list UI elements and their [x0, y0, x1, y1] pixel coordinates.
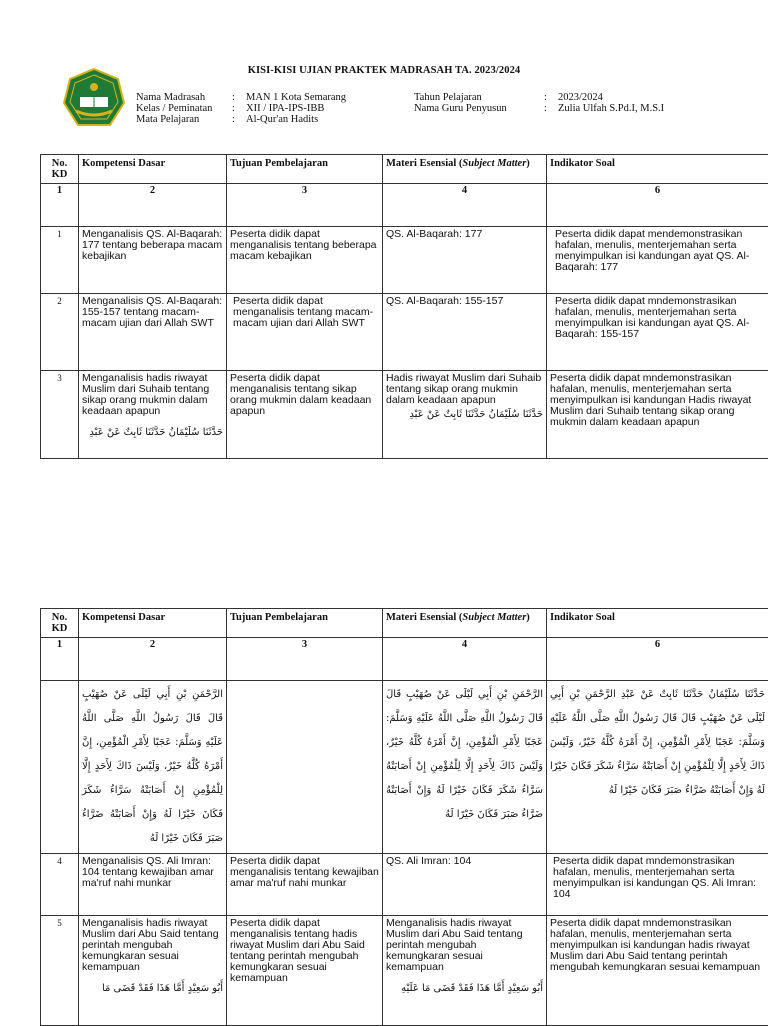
kd-cell: Menganalisis QS. Al-Baqarah: 177 tentang beberapa macam kebajikan — [79, 227, 227, 294]
row-no: 2 — [41, 294, 79, 371]
tp-cell: Peserta didik dapat menganalisis tentang beberapa macam kebajikan — [227, 227, 383, 294]
madrasah-logo — [62, 67, 126, 131]
meta-right: Tahun Pelajaran : 2023/2024 Nama Guru Penyusun : Zulia Ulfah S.Pd.I, M.S.I — [414, 92, 664, 114]
col-header-ind: Indikator Soal — [547, 609, 768, 638]
arabic-text: حَدَّثَنَا سُلَيْمَانُ حَدَّثَنَا ثَابِتٌ عَنْ عَبْدِ — [82, 427, 223, 438]
row-no: 4 — [41, 854, 79, 916]
meta-label: Mata Pelajaran — [136, 114, 232, 125]
meta-value: Zulia Ulfah S.Pd.I, M.S.I — [558, 103, 664, 114]
table-row — [41, 294, 768, 371]
document-title: KISI-KISI UJIAN PRAKTEK MADRASAH TA. 2023/2024 — [0, 65, 768, 76]
col-header-kd: Kompetensi Dasar — [79, 609, 227, 638]
col-header-ind: Indikator Soal — [547, 155, 768, 184]
arabic-text: أَبُو سَعِيْدٍ أَمَّا هَذَا فَقَدْ قَضَى مَا عَلَيْهِ — [386, 983, 543, 994]
table-row — [41, 854, 768, 916]
tp-cell: Peserta didik dapat menganalisis tentang macam-macam ujian dari Allah SWT — [227, 294, 383, 371]
meta-value: 2023/2024 — [558, 92, 603, 103]
kisi-table-2 — [40, 608, 768, 1026]
row-no: 3 — [41, 371, 79, 459]
col-header-tp: Tujuan Pembelajaran — [227, 609, 383, 638]
kd-cell: Menganalisis hadis riwayat Muslim dari Suhaib tentang sikap orang mukmin dalam keadaan apapun حَدَّثَنَا سُلَيْمَانُ حَدَّثَنَا ثَابِتٌ عَنْ عَبْدِ — [79, 371, 227, 459]
meta-label: Kelas / Peminatan — [136, 103, 232, 114]
number-row: 1 2 3 4 6 — [41, 638, 768, 681]
table-row — [41, 227, 768, 294]
number-row: 1 2 3 4 6 — [41, 184, 768, 227]
arabic-text: حَدَّثَنَا سُلَيْمَانُ حَدَّثَنَا ثَابِتٌ عَنْ عَبْدِ الرَّحْمَنِ بْنِ أَبِي لَيْلَى عَنْ صُهَيْبٍ قَالَ قَالَ رَسُولُ اللَّهِ صَلَّى اللَّهُ عَلَيْهِ وَسَلَّمَ: عَجَبًا لِأَمْرِ الْمُؤْمِنِ، إِنَّ أَمْرَهُ كُلَّهُ خَيْرٌ، وَلَيْسَ ذَاكَ لِأَحَدٍ إِلَّا لِلْمُؤْمِنِ إِنْ أَصَابَتْهُ سَرَّاءُ شَكَرَ فَكَانَ خَيْرًا لَهُ وَإِنْ أَصَابَتْهُ ضَرَّاءُ صَبَرَ فَكَانَ خَيْرًا لَهُ — [550, 683, 765, 803]
meta-value: Al-Qur'an Hadits — [246, 114, 318, 125]
tp-cell: Peserta didik dapat menganalisis tentang kewajiban amar ma'ruf nahi munkar — [227, 854, 383, 916]
table-row — [41, 916, 768, 1026]
row-no: 1 — [41, 227, 79, 294]
table-row-arabic — [41, 681, 768, 854]
col-header-tp: Tujuan Pembelajaran — [227, 155, 383, 184]
arabic-text: الرَّحْمَنِ بْنِ أَبِي لَيْلَى عَنْ صُهَيْبٍ قَالَ قَالَ رَسُولُ اللَّهِ صَلَّى اللَّهُ عَلَيْهِ وَسَلَّمَ: عَجَبًا لِأَمْرِ الْمُؤْمِنِ، إِنَّ أَمْرَهُ كُلَّهُ خَيْرٌ، وَلَيْسَ ذَاكَ لِأَحَدٍ إِلَّا لِلْمُؤْمِنِ إِنْ أَصَابَتْهُ سَرَّاءُ شَكَرَ فَكَانَ خَيْرًا لَهُ وَإِنْ أَصَابَتْهُ ضَرَّاءُ صَبَرَ فَكَانَ خَيْرًا لَهُ — [82, 683, 223, 851]
me-cell: QS. Al-Baqarah: 177 — [383, 227, 547, 294]
kd-cell: Menganalisis QS. Ali Imran: 104 tentang kewajiban amar ma'ruf nahi munkar — [79, 854, 227, 916]
meta-label: Tahun Pelajaran — [414, 92, 544, 103]
meta-left: Nama Madrasah : MAN 1 Kota Semarang Kelas / Peminatan : XII / IPA-IPS-IBB Mata Pelajaran : Al-Qur'an Hadits — [136, 92, 346, 125]
tp-cell: Peserta didik dapat menganalisis tentang hadis riwayat Muslim dari Abu Said tentang perintah mengubah kemungkaran sesuai kemampuan — [227, 916, 383, 1026]
kd-cell: Menganalisis QS. Al-Baqarah: 155-157 tentang macam-macam ujian dari Allah SWT — [79, 294, 227, 371]
col-header-kd: Kompetensi Dasar — [79, 155, 227, 184]
tp-cell — [227, 681, 383, 854]
arabic-text: الرَّحْمَنِ بْنِ أَبِي لَيْلَى عَنْ صُهَيْبٍ قَالَ قَالَ رَسُولُ اللَّهِ صَلَّى اللَّهُ عَلَيْهِ وَسَلَّمَ: عَجَبًا لِأَمْرِ الْمُؤْمِنِ، إِنَّ أَمْرَهُ كُلَّهُ خَيْرٌ، وَلَيْسَ ذَاكَ لِأَحَدٍ إِلَّا لِلْمُؤْمِنِ إِنْ أَصَابَتْهُ سَرَّاءُ شَكَرَ فَكَانَ خَيْرًا لَهُ وَإِنْ أَصَابَتْهُ ضَرَّاءُ صَبَرَ فَكَانَ خَيْرًا لَهُ — [386, 683, 543, 827]
meta-label: Nama Guru Penyusun — [414, 103, 544, 114]
kisi-table-1 — [40, 154, 768, 459]
arabic-text: أَبُو سَعِيْدٍ أَمَّا هَذَا فَقَدْ قَضَى مَا — [82, 983, 223, 994]
ind-cell — [547, 681, 768, 854]
header-row — [41, 155, 768, 184]
table-row — [41, 371, 768, 459]
me-cell: QS. Al-Baqarah: 155-157 — [383, 294, 547, 371]
arabic-text: حَدَّثَنَا سُلَيْمَانُ حَدَّثَنَا ثَابِتٌ عَنْ عَبْدِ — [386, 409, 543, 420]
meta-value: XII / IPA-IPS-IBB — [246, 103, 324, 114]
col-header-me: Materi Esensial (Subject Matter) — [383, 609, 547, 638]
meta-value: MAN 1 Kota Semarang — [246, 92, 346, 103]
row-no: 5 — [41, 916, 79, 1026]
ind-cell: Peserta didik dapat mendemonstrasikan hafalan, menulis, menterjemahan serta menyimpulkan isi kandungan ayat QS. Al-Baqarah: 177 — [547, 227, 768, 294]
header-row — [41, 609, 768, 638]
tp-cell: Peserta didik dapat menganalisis tentang sikap orang mukmin dalam keadaan apapun — [227, 371, 383, 459]
me-cell: QS. Ali Imran: 104 — [383, 854, 547, 916]
kd-cell: Menganalisis hadis riwayat Muslim dari Abu Said tentang perintah mengubah kemungkaran sesuai kemampuan أَبُو سَعِيْدٍ أَمَّا هَذَا فَقَدْ قَضَى مَا — [79, 916, 227, 1026]
kd-cell — [79, 681, 227, 854]
me-cell: Hadis riwayat Muslim dari Suhaib tentang sikap orang mukmin dalam keadaan apapun حَدَّثَنَا سُلَيْمَانُ حَدَّثَنَا ثَابِتٌ عَنْ عَبْدِ — [383, 371, 547, 459]
meta-label: Nama Madrasah — [136, 92, 232, 103]
me-cell — [383, 681, 547, 854]
col-header-no: No. KD — [41, 155, 79, 184]
me-cell: Menganalisis hadis riwayat Muslim dari Abu Said tentang perintah mengubah kemungkaran sesuai kemampuan أَبُو سَعِيْدٍ أَمَّا هَذَا فَقَدْ قَضَى مَا عَلَيْهِ — [383, 916, 547, 1026]
col-header-no: No. KD — [41, 609, 79, 638]
ind-cell: Peserta didik dapat mndemonstrasikan hafalan, menulis, menterjemahan serta menyimpulkan isi kandungan QS. Ali Imran: 104 — [547, 854, 768, 916]
ind-cell: Peserta didik dapat mndemonstrasikan hafalan, menulis, menterjemahan serta menyimpulkan isi kandungan Hadis riwayat Muslim dari Suhaib tentang sikap orang mukmin dalam keadaan apapun — [547, 371, 768, 459]
col-header-me: Materi Esensial (Subject Matter) — [383, 155, 547, 184]
ind-cell: Peserta didik dapat mndemonstrasikan hafalan, menulis, menterjemahan serta menyimpulkan isi kandungan ayat QS. Al-Baqarah: 155-157 — [547, 294, 768, 371]
ind-cell: Peserta didik dapat mndemonstrasikan hafalan, menulis, menterjemahan serta menyimpulkan isi kandungan hadis riwayat Muslim dari Abu Said tentang perintah mengubah kemungkaran sesuai kemampuan — [547, 916, 768, 1026]
